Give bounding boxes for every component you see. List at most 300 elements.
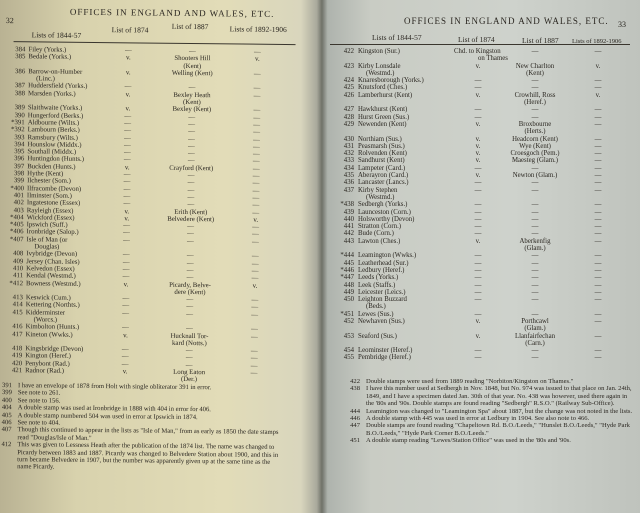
list-1892-entry: v.: [253, 216, 259, 224]
list-1887-entry: —: [531, 77, 539, 85]
footnote-text: A double stamp reading "Lewes/Station Office" was used in the '80s and '90s.: [366, 437, 571, 445]
office-number: 424: [343, 77, 354, 85]
office-name: Kingston (Sur.): [358, 48, 400, 55]
office-name: Aberayron (Card.): [358, 172, 409, 180]
office-number: 445: [343, 259, 354, 267]
office-name: Jersey (Chan. Isles): [26, 257, 80, 266]
list-1887-entry: Newton (Glam.): [512, 172, 558, 180]
list-1874-entry: —: [122, 258, 130, 266]
office-number: 428: [343, 113, 354, 121]
list-1892-entry: —: [250, 355, 258, 363]
office-name-cont: (Worcs.): [33, 316, 58, 324]
page-number: 32: [5, 16, 14, 26]
office-name-cont: (Beds.): [366, 303, 386, 311]
list-1874-entry: —: [474, 296, 482, 304]
right-page: [322, 0, 640, 510]
table-row: [322, 347, 632, 354]
table-row: [322, 179, 632, 186]
table-row: [322, 63, 632, 78]
footnote: [344, 378, 634, 385]
table-row: [322, 223, 632, 230]
list-1892-entry: —: [594, 296, 602, 304]
list-1874-entry: v.: [123, 331, 128, 339]
list-1887-entry: —: [185, 347, 193, 355]
list-1892-entry: —: [594, 288, 602, 296]
footnote: [0, 441, 285, 474]
office-name: Huddersfield (Yorks.): [28, 82, 88, 91]
list-1887-entry: —: [531, 84, 539, 92]
office-name: Ilfracombe (Devon): [26, 184, 82, 193]
list-1887-entry: —: [531, 310, 539, 318]
office-number: 390: [14, 111, 25, 119]
list-1892-entry: —: [253, 121, 261, 129]
list-1892-entry: —: [253, 92, 261, 100]
office-name: Rayleigh (Essex): [26, 206, 74, 215]
office-number: 422: [343, 48, 354, 55]
list-1892-entry: —: [252, 150, 260, 158]
table-row: [322, 296, 632, 311]
list-1874-entry: —: [124, 142, 131, 150]
list-1892-entry: —: [594, 317, 602, 325]
list-1887-entry: —: [531, 252, 539, 260]
header-rule: [330, 44, 630, 45]
office-name: Ramsbury (Wilts.): [27, 133, 78, 142]
table-row: [322, 143, 632, 150]
office-number: 398: [13, 170, 25, 178]
office-number: 437: [343, 186, 354, 194]
table-row: [322, 121, 632, 136]
office-name: Bowness (Westmd.): [25, 279, 81, 288]
list-1887-entry: Crowhill, Ross: [514, 91, 556, 99]
column-header: Lists of 1844-57: [372, 33, 422, 42]
list-1887-entry: Bexley Heath: [173, 91, 211, 99]
table-row: [322, 172, 632, 179]
list-1892-entry: —: [594, 281, 602, 289]
office-number: 448: [343, 281, 354, 289]
office-number: 394: [14, 141, 25, 149]
list-1887-entry: —: [531, 296, 539, 304]
list-1874-entry: —: [123, 193, 131, 201]
office-number: 409: [13, 257, 24, 265]
footnote-text: I have an envelope of 1878 from Holt with single obliterator 391 in error.: [17, 382, 212, 392]
table-row: [322, 201, 632, 208]
list-1892-entry: —: [251, 304, 259, 312]
list-1892-entry: —: [594, 142, 602, 150]
list-1874-entry: Chd. to Kingston: [454, 48, 501, 55]
list-1892-entry: —: [594, 84, 602, 92]
list-1892-entry: —: [594, 106, 602, 114]
list-1874-entry: —: [474, 113, 482, 121]
office-name-cont: Douglas): [34, 243, 60, 251]
office-number: 454: [343, 347, 354, 355]
list-1892-entry: —: [252, 172, 260, 180]
footnote-text: Though this continued to appear in the lists as "Isle of Man," from as early as 1850 the date stamps read "Douglas/Isle of Man.": [17, 426, 279, 442]
list-1892-entry: —: [594, 201, 602, 209]
list-1892-entry: —: [252, 238, 259, 246]
footnote-text: Double stamps were used from 1889 reading "Norbiton/Kingston on Thames.": [366, 378, 574, 385]
office-name: Hawkhurst (Kent): [358, 106, 408, 114]
list-1874-entry: —: [474, 230, 482, 238]
list-1874-entry: —: [122, 295, 130, 303]
table-row: [322, 282, 632, 289]
list-1892-entry: —: [594, 310, 602, 318]
list-1892-entry: —: [251, 311, 259, 319]
office-number: 415: [12, 308, 23, 316]
office-name: Leighton Buzzard: [358, 296, 407, 304]
office-number: 430: [343, 135, 354, 143]
list-1874-entry: v.: [475, 237, 481, 245]
office-name: Newenden (Kent): [358, 120, 407, 128]
list-1874-entry: —: [474, 106, 482, 114]
list-1892-entry: —: [594, 164, 602, 172]
list-1874-entry: —: [123, 185, 131, 194]
office-number: 408: [13, 250, 24, 258]
office-number: 419: [12, 352, 23, 360]
list-1874-entry: —: [474, 186, 482, 194]
running-head: OFFICES IN ENGLAND AND WALES, ETC.: [69, 6, 275, 19]
list-1892-entry: —: [252, 194, 260, 202]
office-number: *391: [11, 119, 25, 127]
footnote-number: 446: [350, 415, 360, 423]
office-name: Filey (Yorks.): [28, 46, 67, 54]
list-1887-entry: Aberkenfig: [519, 237, 551, 245]
office-name: Pembridge (Heref.): [358, 354, 411, 362]
table-row: [322, 274, 632, 281]
office-number: 384: [15, 46, 26, 54]
list-1892-entry: —: [594, 259, 602, 267]
footnote-number: 406: [1, 419, 12, 427]
list-1887-entry: Croesgoch (Pem.): [510, 150, 560, 158]
footnote-number: 422: [350, 378, 360, 385]
list-1874-entry: —: [123, 156, 131, 164]
list-1887-entry: —: [188, 128, 196, 136]
office-name: Isle of Man (or: [26, 236, 68, 244]
footnote-text: See note to 261.: [17, 389, 61, 398]
list-1892-entry: —: [594, 77, 602, 85]
office-name: Leatherhead (Sur.): [358, 259, 409, 267]
list-1887-entry: —: [187, 186, 195, 194]
list-1874-entry: —: [122, 251, 130, 259]
list-1887-entry: Belvedere (Kent): [167, 215, 215, 224]
office-number: 429: [343, 120, 354, 128]
office-number: 420: [11, 359, 23, 368]
office-number: *446: [340, 266, 354, 274]
list-1892-entry: —: [252, 180, 260, 188]
list-1892-entry: —: [253, 107, 261, 115]
list-1887-entry-cont: (Carn.): [525, 339, 545, 347]
list-1887-entry: Broxbourne: [518, 120, 552, 128]
list-1892-entry: —: [251, 260, 259, 268]
office-number: 443: [343, 237, 354, 245]
list-1887-entry: —: [531, 266, 539, 274]
list-1892-entry: —: [253, 136, 260, 144]
office-number: 403: [13, 206, 24, 214]
list-1874-entry: v.: [475, 120, 481, 128]
footnote-number: 404: [1, 404, 12, 412]
office-name: Lamberhurst (Kent): [358, 91, 413, 99]
list-1887-entry: —: [531, 164, 539, 172]
office-number: 399: [13, 177, 25, 185]
office-name: Kidderminster: [25, 308, 66, 317]
table-row: [322, 165, 632, 172]
list-1874-entry: —: [474, 215, 482, 223]
list-1892-entry: —: [594, 208, 602, 216]
office-name: Leominster (Heref.): [358, 347, 413, 355]
list-1874-entry: —: [122, 302, 130, 310]
office-name: Peasmarsh (Sus.): [358, 142, 405, 150]
office-name: Stratton (Corn.): [358, 223, 402, 231]
list-1892-entry: —: [594, 150, 602, 158]
office-name: Penybont (Rad.): [25, 360, 70, 368]
footnote-text: See note to 156.: [17, 397, 61, 405]
office-number: 434: [343, 164, 354, 172]
list-1887-entry-cont: (Kent): [183, 62, 202, 70]
office-number: *438: [340, 201, 354, 209]
list-1874-entry-cont: on Thames: [478, 55, 508, 63]
table-row: [322, 48, 632, 63]
list-1887-entry: —: [187, 230, 194, 238]
office-number: *444: [340, 252, 354, 260]
office-name: Launceston (Corn.): [358, 208, 411, 216]
list-1874-entry: —: [474, 84, 482, 92]
office-number: 425: [343, 84, 354, 92]
office-name: Wickford (Essex): [26, 214, 75, 222]
footnote-text: This was given to Lessness Heath after the publication of the 1874 list. The name was changed to Picardy between 1883 and 1887. Picardy was changed to Belvedere Station about 1900, and this in turn became Belvedere in 1907, but the number was apparently given up at the same time as the name Picardy.: [17, 441, 279, 472]
office-name: Slaithwaite (Yorks.): [27, 104, 83, 113]
office-number: 450: [343, 296, 354, 304]
office-name: Rolvenden (Kent): [358, 150, 407, 158]
office-name: Hurst Green (Sus.): [358, 113, 410, 121]
list-1887-entry-cont: dere (Kent): [174, 288, 206, 296]
list-1887-entry-cont: kard (Notts.): [172, 339, 207, 348]
list-1887-entry: —: [531, 274, 539, 282]
list-1874-entry: v.: [125, 91, 131, 99]
list-1892-entry: —: [251, 274, 259, 282]
list-1887-entry: —: [531, 347, 539, 355]
office-name: Keswick (Cum.): [25, 294, 71, 302]
list-1887-entry: —: [187, 223, 195, 231]
footnote-text: Double stamps are found reading "Chapeltown Rd. B.O./Leeds," "Hunslet B.O./Leeds," "Hyde Park B.O./Leeds," "Hyde Park Corner B.O./Leeds.": [366, 422, 630, 437]
list-1874-entry: —: [121, 353, 129, 361]
list-1887-entry: —: [187, 201, 195, 209]
list-1874-entry: v.: [475, 150, 481, 158]
list-1887-entry: Headcorn (Kent): [512, 135, 558, 143]
footnote: [344, 408, 634, 415]
office-name: Hythe (Kent): [27, 170, 64, 178]
list-1887-entry-cont: (Glam.): [524, 325, 546, 333]
list-1892-entry: v.: [252, 282, 258, 290]
footnote-number: 412: [1, 441, 12, 449]
footnote: [344, 415, 634, 422]
table-row: [322, 187, 632, 202]
footnotes: [344, 378, 634, 445]
office-number: *405: [10, 221, 24, 229]
office-name: Lawton (Ches.): [358, 237, 401, 245]
office-name: Radnor (Rad.): [25, 367, 65, 375]
list-1887-entry: —: [531, 201, 539, 209]
list-1874-entry: —: [474, 310, 482, 318]
office-number: 433: [343, 157, 354, 165]
list-1892-entry: —: [594, 113, 602, 121]
office-name: Knutsford (Ches.): [358, 84, 408, 92]
office-number: *400: [10, 184, 25, 192]
list-1887-entry-cont: (Herts.): [524, 128, 546, 136]
office-name: Ironbridge (Salop.): [26, 228, 79, 237]
list-1874-entry: —: [123, 229, 130, 237]
list-1887-entry: —: [531, 215, 539, 223]
footnote-number: 405: [1, 411, 12, 419]
footnote: [344, 385, 634, 407]
list-1887-entry: Welling (Kent): [171, 69, 213, 78]
office-number: 423: [343, 62, 354, 70]
list-1887-entry-cont: (Kent): [183, 99, 201, 107]
list-1874-entry: —: [122, 324, 129, 332]
column-header: Lists of 1892-1906: [229, 24, 287, 35]
office-table: [322, 48, 632, 362]
list-1887-entry: —: [185, 354, 193, 362]
office-number: 427: [343, 106, 354, 114]
list-1892-entry: —: [252, 231, 259, 239]
list-1887-entry: —: [186, 266, 194, 274]
list-1887-entry: —: [531, 259, 539, 267]
header-rule: [14, 41, 296, 45]
list-1874-entry: —: [474, 288, 482, 296]
list-1887-entry: Maesteg (Glam.): [511, 157, 559, 165]
list-1874-entry: —: [121, 346, 129, 354]
list-1887-entry: —: [531, 113, 539, 121]
office-number: *451: [340, 310, 354, 318]
footnote-text: A double stamp was used at Ironbridge in 1888 with 404 in error for 406.: [17, 404, 211, 414]
list-1892-entry: —: [253, 128, 261, 136]
list-1892-entry: —: [250, 369, 258, 377]
office-name: Lambourn (Berks.): [27, 126, 80, 135]
office-name: Ingatestone (Essex): [26, 199, 81, 208]
list-1874-entry: —: [124, 83, 132, 91]
left-page: [0, 0, 318, 513]
office-name: Buckden (Hunts.): [27, 163, 76, 171]
list-1892-entry: —: [253, 70, 261, 78]
office-name: Ilchester (Som.): [27, 177, 71, 186]
list-1874-entry: —: [474, 164, 482, 172]
table-row: [322, 150, 632, 157]
list-1887-entry: —: [187, 237, 194, 245]
office-name: Kimbolton (Hunts.): [25, 323, 80, 332]
list-1892-entry: —: [252, 201, 260, 209]
list-1892-entry: —: [594, 120, 602, 128]
list-1887-entry: —: [531, 223, 539, 231]
list-1887-entry: —: [186, 252, 194, 260]
list-1887-entry: —: [188, 135, 195, 143]
office-number: 401: [13, 192, 24, 200]
office-number: 441: [343, 223, 354, 231]
list-1874-entry: v.: [475, 62, 481, 70]
table-row: [322, 333, 632, 348]
list-1892-entry: —: [594, 266, 602, 274]
list-1874-entry: —: [474, 354, 482, 362]
office-number: 389: [14, 104, 25, 112]
list-1874-entry: v.: [475, 317, 481, 325]
list-1874-entry: —: [474, 201, 482, 209]
office-number: 453: [343, 332, 354, 340]
list-1892-entry: —: [594, 252, 602, 260]
list-1887-entry: —: [185, 361, 193, 369]
office-name: Ilminster (Som.): [26, 192, 72, 200]
list-1887-entry: —: [188, 84, 196, 92]
list-1892-entry: v.: [255, 55, 260, 64]
office-number: 396: [14, 155, 25, 163]
list-1892-entry: v.: [595, 62, 601, 70]
footnote-number: 399: [1, 389, 12, 397]
office-number: 417: [12, 330, 23, 338]
list-1874-entry: v.: [124, 207, 130, 215]
office-name: Kirby Stephen: [358, 186, 398, 194]
office-name: Hounslow (Middx.): [27, 141, 82, 149]
office-name: Marsden (Yorks.): [27, 90, 76, 98]
list-1874-entry: v.: [123, 280, 129, 288]
list-1892-entry: —: [253, 114, 261, 122]
office-number: *447: [340, 274, 354, 282]
list-1874-entry: v.: [125, 105, 131, 113]
footnote-number: 451: [350, 437, 360, 445]
page-number: 33: [618, 20, 626, 29]
office-number: 442: [343, 230, 354, 238]
table-row: [322, 354, 632, 361]
list-1874-entry: v.: [126, 54, 131, 62]
office-number: 452: [343, 317, 354, 325]
footnote-text: I have this number used at Sedbergh in Nov. 1848, but No. 974 was issued to that place on Jan. 24th, 1849, and I have a specimen dated Jan. 30th of that year. No. 438 was however, used there again in the '80s and '90s. Double stamps are found reading "Sedbergh" R.S.O." (Railway Sub-Office).: [366, 385, 632, 408]
office-number: 455: [343, 354, 354, 362]
list-1887-entry: —: [188, 142, 195, 150]
running-head: OFFICES IN ENGLAND AND WALES, ETC.: [404, 16, 609, 26]
list-1874-entry: —: [123, 237, 130, 245]
office-number: *404: [10, 213, 24, 222]
list-1874-entry: —: [474, 266, 482, 274]
list-1892-entry: —: [250, 347, 258, 355]
office-number: 418: [12, 345, 23, 353]
list-1892-entry: —: [594, 274, 602, 282]
office-name: Leamington (Wwks.): [358, 252, 417, 260]
office-name: Northiam (Sus.): [358, 135, 402, 143]
table-row: [322, 230, 632, 237]
list-1887-entry: Crayford (Kent): [169, 164, 214, 172]
list-1874-entry: —: [474, 274, 482, 282]
office-number: 402: [13, 199, 24, 207]
office-name: Leek (Staffs.): [358, 281, 396, 289]
footnote: [344, 437, 634, 444]
office-number: 435: [343, 172, 354, 180]
list-1892-entry: —: [251, 296, 259, 304]
office-name: Bedale (Yorks.): [28, 53, 72, 62]
list-1874-entry: —: [124, 127, 132, 135]
list-1887-entry: —: [187, 179, 195, 187]
office-name: Leicester (Leics.): [358, 288, 406, 296]
office-name: Sandhurst (Kent): [358, 157, 405, 165]
list-1874-entry: v.: [475, 157, 481, 165]
table-row: [322, 136, 632, 143]
list-1874-entry: —: [123, 222, 131, 230]
office-number: 413: [12, 294, 23, 302]
footnote-text: A double stamp with 445 was used in error at Ledbury in 1904. See also note to 466.: [366, 415, 590, 423]
list-1874-entry: v.: [475, 135, 481, 143]
list-1892-entry: —: [254, 48, 261, 56]
office-name: Lampeter (Card.): [358, 164, 406, 172]
list-1892-entry: —: [594, 347, 602, 355]
list-1874-entry: —: [124, 134, 131, 142]
list-1874-entry: —: [474, 179, 482, 187]
column-header: List of 1874: [458, 35, 495, 44]
office-name: Kingsbridge (Devon): [25, 345, 84, 354]
table-row: [322, 311, 632, 318]
